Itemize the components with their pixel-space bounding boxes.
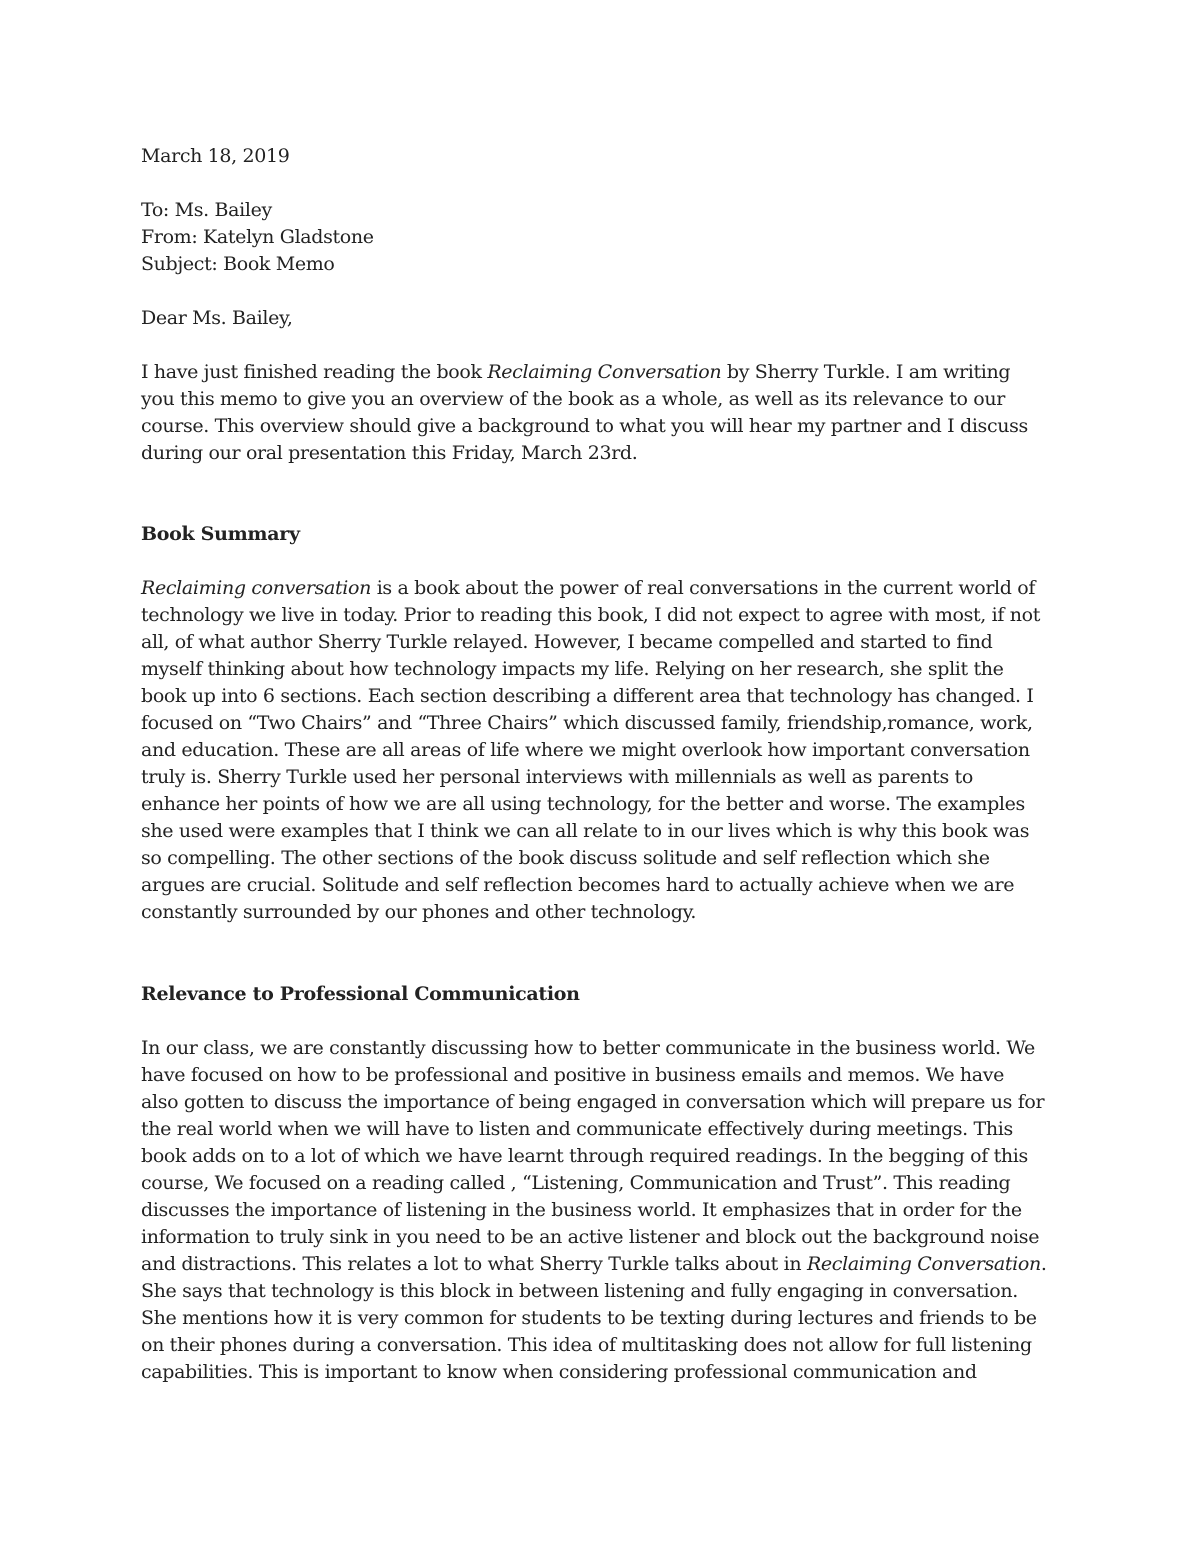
relevance-line-6: course, We focused on a reading called , “Listening, Communication and Trust”. This reading bbox=[141, 1172, 1011, 1194]
summary-heading: Book Summary bbox=[141, 523, 300, 545]
book-title: Reclaiming conversation bbox=[141, 577, 371, 599]
memo-subject: Subject: Book Memo bbox=[141, 253, 335, 275]
summary-line-2: technology we live in today. Prior to reading this book, I did not expect to agree with most, if not bbox=[141, 604, 1040, 626]
summary-line-11: so compelling. The other sections of the book discuss solitude and self reflection which she bbox=[141, 847, 990, 869]
intro-line-2: you this memo to give you an overview of the book as a whole, as well as its relevance to our bbox=[141, 388, 1005, 410]
summary-line-3: all, of what author Sherry Turkle relayed. However, I became compelled and started to find bbox=[141, 631, 993, 653]
summary-line-12: argues are crucial. Solitude and self reflection becomes hard to actually achieve when we are bbox=[141, 874, 1015, 896]
relevance-line-10: She says that technology is this block in between listening and fully engaging in conversation. bbox=[141, 1280, 1018, 1302]
relevance-line-1: In our class, we are constantly discussing how to better communicate in the business world. We bbox=[141, 1037, 1035, 1059]
summary-line-10: she used were examples that I think we can all relate to in our lives which is why this book was bbox=[141, 820, 1030, 842]
intro-line-1: I have just finished reading the book Reclaiming Conversation by Sherry Turkle. I am writing bbox=[141, 361, 1011, 383]
memo-salutation: Dear Ms. Bailey, bbox=[141, 307, 293, 329]
memo-to: To: Ms. Bailey bbox=[141, 199, 272, 221]
intro-line-3: course. This overview should give a background to what you will hear my partner and I discuss bbox=[141, 415, 1028, 437]
summary-line-5: book up into 6 sections. Each section describing a different area that technology has changed. I bbox=[141, 685, 1034, 707]
summary-line-1: Reclaiming conversation is a book about the power of real conversations in the current world of bbox=[141, 577, 1036, 599]
book-title: Reclaiming Conversation bbox=[487, 361, 722, 383]
relevance-line-11: She mentions how it is very common for students to be texting during lectures and friends to be bbox=[141, 1307, 1037, 1329]
relevance-line-7: discusses the importance of listening in the business world. It emphasizes that in order for the bbox=[141, 1199, 1022, 1221]
relevance-line-12: on their phones during a conversation. This idea of multitasking does not allow for full listening bbox=[141, 1334, 1032, 1356]
relevance-line-9: and distractions. This relates a lot to what Sherry Turkle talks about in Reclaiming Conversation. bbox=[141, 1253, 1047, 1275]
summary-line-13: constantly surrounded by our phones and other technology. bbox=[141, 901, 697, 923]
relevance-line-5: book adds on to a lot of which we have learnt through required readings. In the begging of this bbox=[141, 1145, 1028, 1167]
summary-line-4: myself thinking about how technology impacts my life. Relying on her research, she split the bbox=[141, 658, 1004, 680]
summary-line-7: and education. These are all areas of life where we might overlook how important conversation bbox=[141, 739, 1030, 761]
relevance-line-3: also gotten to discuss the importance of being engaged in conversation which will prepare us for bbox=[141, 1091, 1045, 1113]
summary-line-8: truly is. Sherry Turkle used her personal interviews with millennials as well as parents to bbox=[141, 766, 973, 788]
relevance-line-8: information to truly sink in you need to be an active listener and block out the background noise bbox=[141, 1226, 1040, 1248]
book-title: Reclaiming Conversation bbox=[806, 1253, 1041, 1275]
relevance-heading: Relevance to Professional Communication bbox=[141, 983, 580, 1005]
summary-line-9: enhance her points of how we are all using technology, for the better and worse. The examples bbox=[141, 793, 1025, 815]
memo-from: From: Katelyn Gladstone bbox=[141, 226, 374, 248]
relevance-line-2: have focused on how to be professional and positive in business emails and memos. We have bbox=[141, 1064, 1005, 1086]
relevance-line-4: the real world when we will have to listen and communicate effectively during meetings. This bbox=[141, 1118, 1013, 1140]
summary-line-6: focused on “Two Chairs” and “Three Chairs” which discussed family, friendship,romance, work, bbox=[141, 712, 1033, 734]
relevance-line-13: capabilities. This is important to know when considering professional communication and bbox=[141, 1361, 977, 1383]
intro-line-4: during our oral presentation this Friday, March 23rd. bbox=[141, 442, 638, 464]
memo-date: March 18, 2019 bbox=[141, 145, 290, 167]
